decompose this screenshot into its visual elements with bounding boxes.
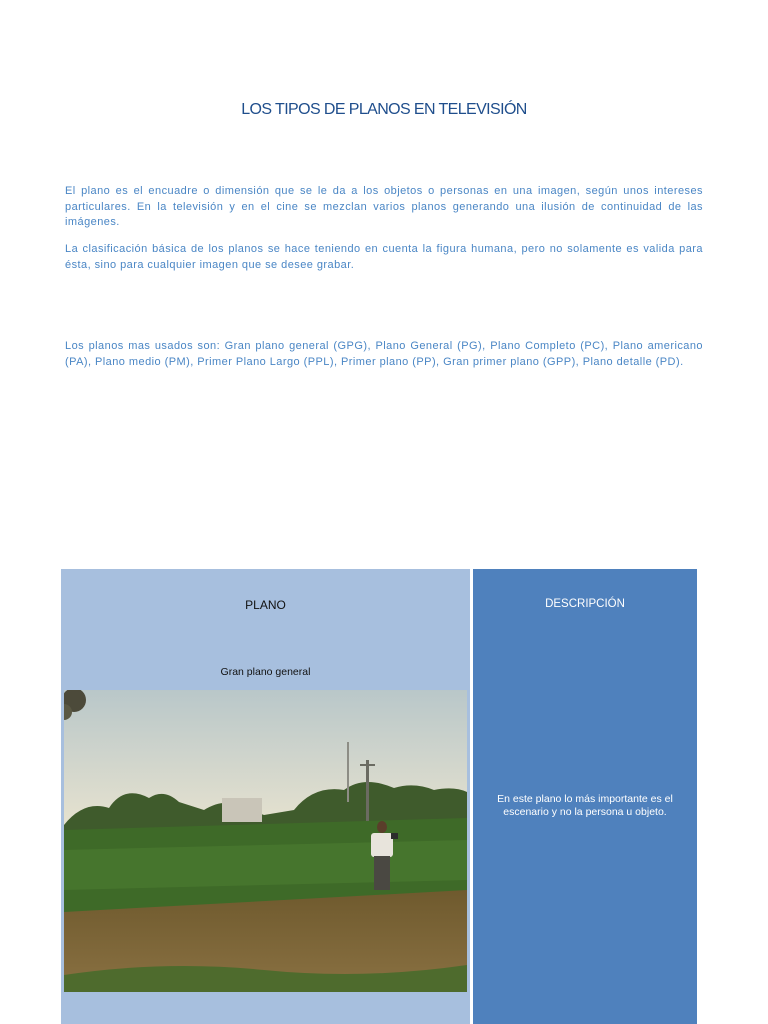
descripcion-column (473, 569, 697, 1024)
page-title: LOS TIPOS DE PLANOS EN TELEVISIÓN (241, 101, 527, 118)
plano-name: Gran plano general (220, 666, 311, 678)
intro-paragraph: El plano es el encuadre o dimensión que se le da a los objetos o personas en una imagen, según unos intereses particulares. En la televisión y en el cine se mezclan varios planos generando una ilusión de continuidad de las imágenes. (65, 185, 703, 228)
plano-description: En este plano lo más importante es el escenario y no la persona u objeto. (497, 793, 673, 818)
plano-column (61, 569, 470, 1024)
descripcion-header: DESCRIPCIÓN (545, 598, 625, 610)
shot-types-paragraph: Los planos mas usados son: Gran plano general (GPG), Plano General (PG), Plano Completo (PC), Plano americano (PA), Plano medio (PM), Primer Plano Largo (PPL), Primer plano (PP), Gran primer plano (GPP), Plano detalle (PD). (65, 340, 703, 368)
field-photo (64, 690, 467, 992)
classification-paragraph: La clasificación básica de los planos se hace teniendo en cuenta la figura humana, pero no solamente es valida para ésta, sino para cualquier imagen que se desee grabar. (65, 243, 703, 271)
plano-header: PLANO (245, 598, 286, 612)
